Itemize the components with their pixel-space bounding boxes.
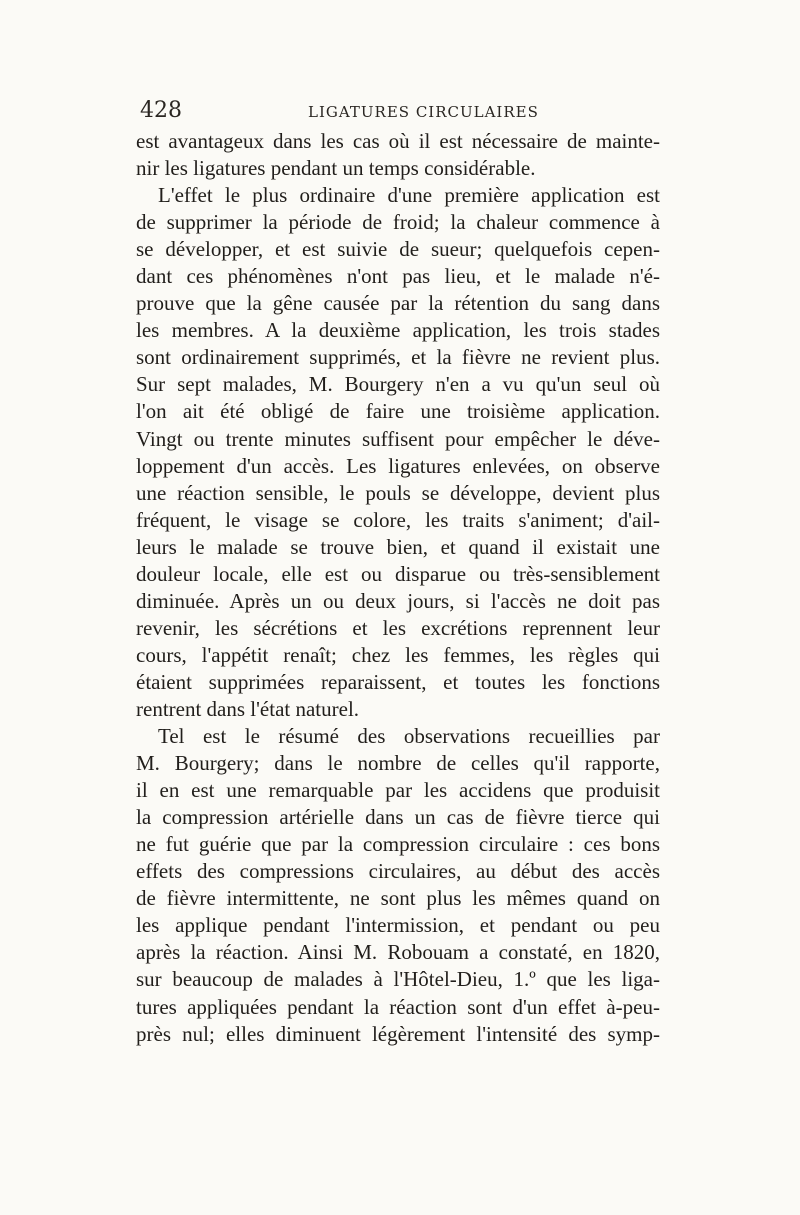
paragraph-3 <box>136 723 660 1048</box>
text-line: effets des compressions circulaires, au début des accès <box>136 859 660 884</box>
text-line: près nul; elles diminuent légèrement l'intensité des symp- <box>136 1021 660 1046</box>
text-line: tures appliquées pendant la réaction sont d'un effet à-peu- <box>136 994 660 1019</box>
page-header <box>140 97 660 127</box>
text-line: rentrent dans l'état naturel. <box>136 696 360 721</box>
text-line: douleur locale, elle est ou disparue ou très-sensiblement <box>136 561 660 586</box>
text-line: prouve que la gêne causée par la rétention du sang dans <box>136 291 660 316</box>
text-line: sur beaucoup de malades à l'Hôtel-Dieu, 1.º que les liga- <box>136 967 660 992</box>
text-line: la compression artérielle dans un cas de fièvre tierce qui <box>136 805 660 830</box>
text-line: étaient supprimées reparaissent, et toutes les fonctions <box>136 669 660 694</box>
text-line: ne fut guérie que par la compression circulaire : ces bons <box>136 832 660 857</box>
text-line: nir les ligatures pendant un temps considérable. <box>136 156 536 181</box>
text-line: il en est une remarquable par les accidens que produisit <box>136 778 660 803</box>
text-line: se développer, et est suivie de sueur; quelquefois cepen- <box>136 237 660 262</box>
text-line: M. Bourgery; dans le nombre de celles qu'il rapporte, <box>136 751 660 776</box>
text-line: de fièvre intermittente, ne sont plus les mêmes quand on <box>136 886 660 911</box>
text-line: cours, l'appétit renaît; chez les femmes, les règles qui <box>136 642 660 667</box>
text-line: Vingt ou trente minutes suffisent pour empêcher le déve- <box>136 426 660 451</box>
text-line: de supprimer la période de froid; la chaleur commence à <box>136 210 660 235</box>
text-line: revenir, les sécrétions et les excrétions reprennent leur <box>136 615 660 640</box>
body-text <box>136 128 660 1048</box>
text-line: une réaction sensible, le pouls se développe, devient plus <box>136 480 660 505</box>
text-line: les applique pendant l'intermission, et pendant ou peu <box>136 913 660 938</box>
text-line: Tel est le résumé des observations recueillies par <box>158 724 660 749</box>
text-line: diminuée. Après un ou deux jours, si l'accès ne doit pas <box>136 588 660 613</box>
text-line: fréquent, le visage se colore, les traits s'animent; d'ail- <box>136 507 660 532</box>
paragraph-1 <box>136 128 660 182</box>
page-number: 428 <box>140 98 182 123</box>
text-line: dant ces phénomènes n'ont pas lieu, et le malade n'é- <box>136 264 660 289</box>
text-line: loppement d'un accès. Les ligatures enlevées, on observe <box>136 453 660 478</box>
text-line: est avantageux dans les cas où il est nécessaire de mainte- <box>136 129 660 153</box>
text-line: sont ordinairement supprimés, et la fièvre ne revient plus. <box>136 345 660 370</box>
text-line: les membres. A la deuxième application, les trois stades <box>136 318 660 343</box>
text-line: L'effet le plus ordinaire d'une première application est <box>158 183 660 208</box>
paragraph-2 <box>136 182 660 723</box>
text-line: Sur sept malades, M. Bourgery n'en a vu qu'un seul où <box>136 372 660 397</box>
text-line: leurs le malade se trouve bien, et quand il existait une <box>136 534 660 559</box>
text-line: après la réaction. Ainsi M. Robouam a constaté, en 1820, <box>136 940 660 965</box>
text-line: l'on ait été obligé de faire une troisième application. <box>136 399 660 424</box>
running-title: LIGATURES CIRCULAIRES <box>308 103 539 121</box>
